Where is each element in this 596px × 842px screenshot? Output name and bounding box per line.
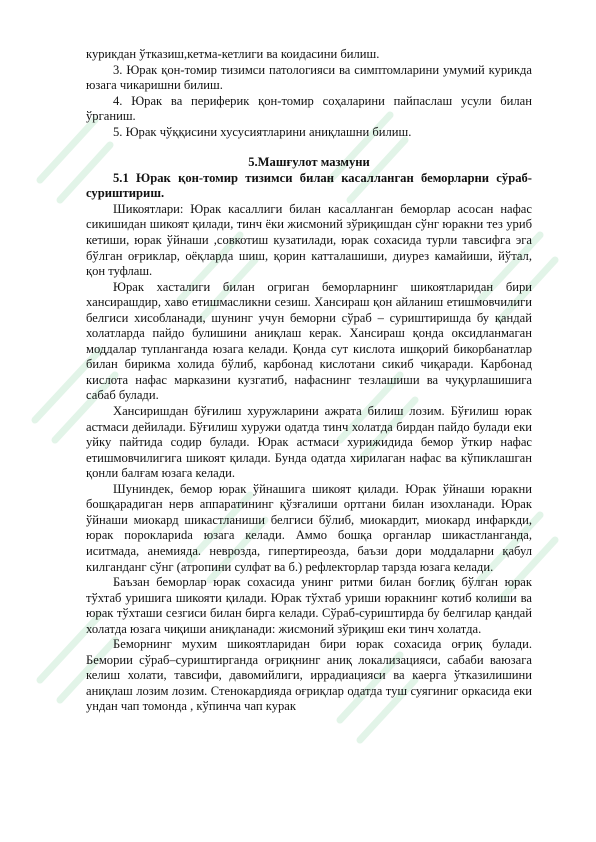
section-title: 5.Машғулот мазмуни xyxy=(248,155,370,170)
list-item-3: 3. Юрак қон-томир тизимси патологияси ва симптомларини умумий курикда юзага чикаришни билиш. xyxy=(86,62,532,93)
list-item-4: 4. Юрак ва периферик қон-томир соҳаларини пайпаслаш усули билан ўрганиш. xyxy=(86,93,532,124)
paragraph-pain: Беморнинг мухим шикоятларидан бири юрак сохасида оғриқ булади. Бемории сўраб–суриштирганда оғриқнинг аниқ локализацияси, сабаби ваюзага келиш холати, тавсифи, давомийлиги, иррадиацияси ва каерга ўтказилишини аниқлаш лозим лозим. Стенокардияда оғриқлар одатда туш суягиниг оркасида еки ундан чап томонда , кўпинча чап курак xyxy=(86,637,532,714)
document-body xyxy=(86,47,532,715)
paragraph-asthma: Хансиришдан бўғилиш хуружларини ажрата билиш лозим. Бўғилиш юрак астмаси дейилади. Бўғилиш хуружи одатда тинч холатда бирдан пайдо булади еки уйку пайтида содир булади. Юрак астмаси хурижидида бемор ўткир нафас етишмовчилигига шикоят қилади. Бунда одатда хирилаган нафас ва кўпиклашган қонли балғам юзага келади. xyxy=(86,404,532,481)
paragraph-heart-stop: Баъзан беморлар юрак сохасида унинг ритми билан боғлиқ бўлган юрак тўхтаб уришига шикояти қилади. Юрак тўхтаб уриши юракнинг котиб колиши ва юрак тўхташи сезгиси билан бирга келади. Сўраб-суриштирда бу белгилар қандай холатда юзага чиқиши аниқланади: жисмоний зўриқиш еки тинч холатда. xyxy=(86,575,532,636)
paragraph-intro: курикдан ўтказиш,кетма-кетлиги ва коидасини билиш. xyxy=(86,47,380,61)
subsection-title: 5.1 Юрак қон-томир тизимси билан касалланган беморларни сўраб-суриштириш. xyxy=(86,170,532,201)
list-item-5: 5. Юрак чўққисини хусусиятларини аниқлашни билиш. xyxy=(113,124,412,139)
paragraph-palpitations: Шуниндек, бемор юрак ўйнашига шикоят қилади. Юрак ўйнаши юракни бошқарадиган нерв аппаратининг қўзғалиши ортгани билан изохланади. Юрак ўйнаши миокард шикастланиши белгиси бўлиб, миокардит, миокард инфаркди, юрак пороклариda юзага келади. Аммо бошқа органлар шикастланганда, иситмада, анемияда. неврозда, гипертиреозда, баъзи дори моддаларни қабул килганданг сўнг (атропини сулфат ва б.) рефлекторлар тарзда юзага келади. xyxy=(86,481,532,574)
paragraph-complaints: Шикоятлари: Юрак касаллиги билан касалланган беморлар асосан нафас сикишидан шикоят қилади, тинч ёки жисмоний зўриқишдан сўнг юракни тез уриб кетиши, юрак ўйнаши ,совкотиш кузатилади, юрак сохасида турли тавсифга эга бўлган оғриклар, оёқларда шиш, қорин катталашиши, диурез камайиши, йўтал, қон туфлаш. xyxy=(86,201,532,279)
paragraph-dyspnea: Юрак хасталиги билан огриган беморларнинг шикоятларидан бири хансирашдир, хаво етишмасликни сезиш. Хансираш қон айланиш етишмовчилиги белгиси хисобланади, шунинг учун беморни сўраб – суриштиришда бу қандай холатларда пайдо булишини аниқлаш керак. Хансираш қонда оксидланмаган моддалар тупланганда юзага келади. Қонда сут кислота ишқорий бикорбанатлар билан бирикма холида бўлиб, карбонад кислотани сикиб чиқаради. Карбонад кислота нафас марказини кузгатиб, нафаснинг тезлашиши ва чуқурлашишига сабаб булади. xyxy=(86,279,532,403)
